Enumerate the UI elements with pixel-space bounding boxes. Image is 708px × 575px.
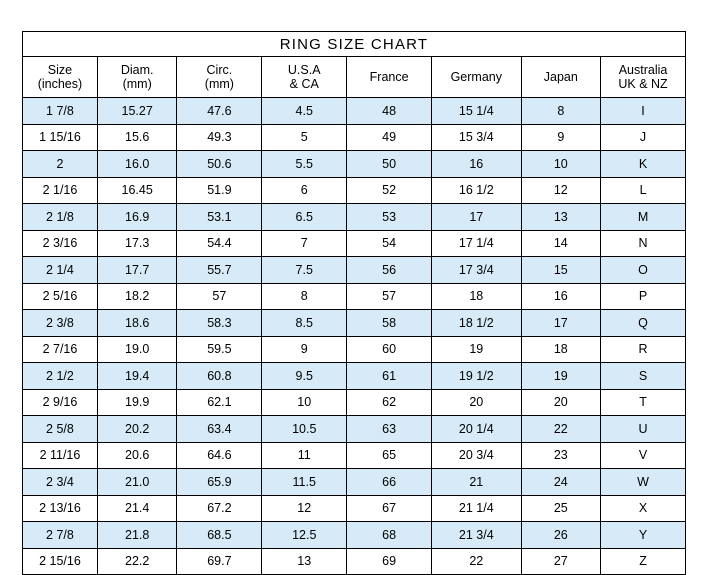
table-cell: 17.7 [97, 257, 177, 284]
table-cell: L [601, 177, 686, 204]
table-cell: 19 [432, 336, 522, 363]
table-cell: 8.5 [262, 310, 347, 337]
table-cell: 10 [262, 389, 347, 416]
table-cell: 11.5 [262, 469, 347, 496]
table-row [23, 230, 686, 257]
table-cell: 21 1/4 [432, 495, 522, 522]
table-cell: 17 3/4 [432, 257, 522, 284]
table-cell: 60.8 [177, 363, 262, 390]
column-header-line1: Size [47, 63, 73, 77]
table-cell: 5.5 [262, 151, 347, 178]
table-cell: 2 5/8 [23, 416, 98, 443]
table-cell: 49.3 [177, 124, 262, 151]
table-cell: V [601, 442, 686, 469]
table-cell: J [601, 124, 686, 151]
table-cell: 59.5 [177, 336, 262, 363]
page-title: RING SIZE CHART [23, 32, 686, 57]
table-cell: 2 9/16 [23, 389, 98, 416]
table-cell: 7 [262, 230, 347, 257]
table-cell: 13 [521, 204, 601, 231]
table-cell: 48 [347, 98, 432, 125]
table-cell: 12 [521, 177, 601, 204]
table-cell: 16 [432, 151, 522, 178]
table-cell: 2 1/8 [23, 204, 98, 231]
table-cell: 10.5 [262, 416, 347, 443]
table-cell: 2 3/4 [23, 469, 98, 496]
table-cell: 64.6 [177, 442, 262, 469]
table-cell: 8 [521, 98, 601, 125]
table-cell: 22 [432, 548, 522, 575]
table-row [23, 257, 686, 284]
table-cell: 20 1/4 [432, 416, 522, 443]
column-header-line2: (mm) [122, 77, 152, 91]
ring-size-chart [22, 31, 686, 575]
table-cell: 17 [521, 310, 601, 337]
column-header-line1: France [369, 70, 409, 84]
table-cell: 20 [432, 389, 522, 416]
table-row [23, 310, 686, 337]
column-header-line1: Germany [450, 70, 502, 84]
table-cell: 53 [347, 204, 432, 231]
table-cell: 69 [347, 548, 432, 575]
table-cell: 47.6 [177, 98, 262, 125]
table-cell: 23 [521, 442, 601, 469]
column-header [262, 57, 347, 98]
table-cell: 63 [347, 416, 432, 443]
table-cell: 2 3/16 [23, 230, 98, 257]
table-cell: 51.9 [177, 177, 262, 204]
table-cell: 54 [347, 230, 432, 257]
table-cell: 53.1 [177, 204, 262, 231]
table-row [23, 469, 686, 496]
table-row [23, 416, 686, 443]
table-cell: 20.2 [97, 416, 177, 443]
table-cell: 2 15/16 [23, 548, 98, 575]
table-cell: 8 [262, 283, 347, 310]
table-cell: 2 7/16 [23, 336, 98, 363]
table-cell: 24 [521, 469, 601, 496]
table-cell: 9.5 [262, 363, 347, 390]
table-cell: 2 11/16 [23, 442, 98, 469]
table-cell: 16.0 [97, 151, 177, 178]
table-cell: 57 [347, 283, 432, 310]
table-row [23, 177, 686, 204]
table-cell: 12 [262, 495, 347, 522]
table-cell: 15 [521, 257, 601, 284]
column-header-line1: Japan [543, 70, 578, 84]
table-cell: 17.3 [97, 230, 177, 257]
table-cell: 19.4 [97, 363, 177, 390]
table-cell: 14 [521, 230, 601, 257]
column-header [521, 57, 601, 98]
table-cell: 9 [262, 336, 347, 363]
table-cell: 20 [521, 389, 601, 416]
table-cell: X [601, 495, 686, 522]
table-cell: 21.8 [97, 522, 177, 549]
table-cell: 56 [347, 257, 432, 284]
column-header-line1: U.S.A [287, 63, 321, 77]
table-cell: 18.2 [97, 283, 177, 310]
table-cell: N [601, 230, 686, 257]
table-cell: 61 [347, 363, 432, 390]
column-header [23, 57, 98, 98]
table-cell: 50 [347, 151, 432, 178]
table-cell: 25 [521, 495, 601, 522]
table-cell: 22.2 [97, 548, 177, 575]
table-row [23, 442, 686, 469]
table-cell: 20.6 [97, 442, 177, 469]
table-cell: 9 [521, 124, 601, 151]
table-cell: S [601, 363, 686, 390]
table-cell: 2 1/16 [23, 177, 98, 204]
table-cell: Z [601, 548, 686, 575]
table-row [23, 124, 686, 151]
table-cell: 7.5 [262, 257, 347, 284]
table-cell: 18 [521, 336, 601, 363]
table-cell: 65.9 [177, 469, 262, 496]
table-cell: 15 1/4 [432, 98, 522, 125]
table-cell: Q [601, 310, 686, 337]
table-cell: 1 15/16 [23, 124, 98, 151]
table-cell: I [601, 98, 686, 125]
table-cell: 15 3/4 [432, 124, 522, 151]
table-cell: 52 [347, 177, 432, 204]
table-cell: 62.1 [177, 389, 262, 416]
table-cell: 27 [521, 548, 601, 575]
table-cell: 57 [177, 283, 262, 310]
table-row [23, 548, 686, 575]
table-cell: 11 [262, 442, 347, 469]
table-cell: U [601, 416, 686, 443]
column-header-line1: Australia [618, 63, 668, 77]
table-cell: Y [601, 522, 686, 549]
table-cell: 67.2 [177, 495, 262, 522]
table-cell: 2 13/16 [23, 495, 98, 522]
table-cell: 16 [521, 283, 601, 310]
table-row [23, 336, 686, 363]
table-cell: 18 1/2 [432, 310, 522, 337]
table-cell: 13 [262, 548, 347, 575]
table-row [23, 98, 686, 125]
table-cell: 16 1/2 [432, 177, 522, 204]
chart-title-row [23, 32, 686, 57]
table-row [23, 151, 686, 178]
table-cell: 6 [262, 177, 347, 204]
column-header-line2: (mm) [204, 77, 234, 91]
table-cell: 17 [432, 204, 522, 231]
column-header [601, 57, 686, 98]
column-header-line2: UK & NZ [618, 77, 668, 91]
column-header [97, 57, 177, 98]
table-cell: 68 [347, 522, 432, 549]
table-cell: 15.27 [97, 98, 177, 125]
table-cell: M [601, 204, 686, 231]
table-cell: 2 1/2 [23, 363, 98, 390]
table-row [23, 204, 686, 231]
table-cell: 54.4 [177, 230, 262, 257]
table-cell: O [601, 257, 686, 284]
table-cell: 58.3 [177, 310, 262, 337]
table-cell: 60 [347, 336, 432, 363]
table-cell: 15.6 [97, 124, 177, 151]
table-cell: 21 3/4 [432, 522, 522, 549]
table-cell: T [601, 389, 686, 416]
table-cell: 62 [347, 389, 432, 416]
table-cell: 5 [262, 124, 347, 151]
table-cell: 2 3/8 [23, 310, 98, 337]
table-cell: 26 [521, 522, 601, 549]
column-header [432, 57, 522, 98]
table-cell: 69.7 [177, 548, 262, 575]
table-cell: R [601, 336, 686, 363]
table-cell: 6.5 [262, 204, 347, 231]
column-header-line2: & CA [289, 77, 319, 91]
column-header [177, 57, 262, 98]
table-cell: 19 [521, 363, 601, 390]
table-cell: 21.0 [97, 469, 177, 496]
table-cell: 67 [347, 495, 432, 522]
table-cell: 2 5/16 [23, 283, 98, 310]
table-cell: 17 1/4 [432, 230, 522, 257]
table-cell: 10 [521, 151, 601, 178]
table-cell: 49 [347, 124, 432, 151]
table-cell: 16.9 [97, 204, 177, 231]
column-header-line1: Circ. [206, 63, 233, 77]
table-cell: 20 3/4 [432, 442, 522, 469]
table-cell: 19.0 [97, 336, 177, 363]
table-cell: 50.6 [177, 151, 262, 178]
table-cell: 18.6 [97, 310, 177, 337]
table-row [23, 522, 686, 549]
table-cell: 2 7/8 [23, 522, 98, 549]
table-cell: 65 [347, 442, 432, 469]
table-cell: 12.5 [262, 522, 347, 549]
column-header-line2: (inches) [37, 77, 83, 91]
table-cell: P [601, 283, 686, 310]
table-cell: 19.9 [97, 389, 177, 416]
table-cell: 68.5 [177, 522, 262, 549]
column-header [347, 57, 432, 98]
ring-size-table [22, 31, 686, 575]
table-cell: 22 [521, 416, 601, 443]
table-row [23, 283, 686, 310]
table-cell: 21 [432, 469, 522, 496]
table-cell: 55.7 [177, 257, 262, 284]
table-cell: W [601, 469, 686, 496]
table-cell: 1 7/8 [23, 98, 98, 125]
table-cell: 63.4 [177, 416, 262, 443]
table-cell: 2 1/4 [23, 257, 98, 284]
table-cell: 58 [347, 310, 432, 337]
table-cell: 66 [347, 469, 432, 496]
table-cell: 18 [432, 283, 522, 310]
table-row [23, 363, 686, 390]
table-row [23, 389, 686, 416]
table-cell: 16.45 [97, 177, 177, 204]
table-cell: 2 [23, 151, 98, 178]
table-cell: 4.5 [262, 98, 347, 125]
table-cell: 21.4 [97, 495, 177, 522]
table-row [23, 495, 686, 522]
table-cell: K [601, 151, 686, 178]
table-header-row [23, 57, 686, 98]
column-header-line1: Diam. [120, 63, 154, 77]
table-cell: 19 1/2 [432, 363, 522, 390]
